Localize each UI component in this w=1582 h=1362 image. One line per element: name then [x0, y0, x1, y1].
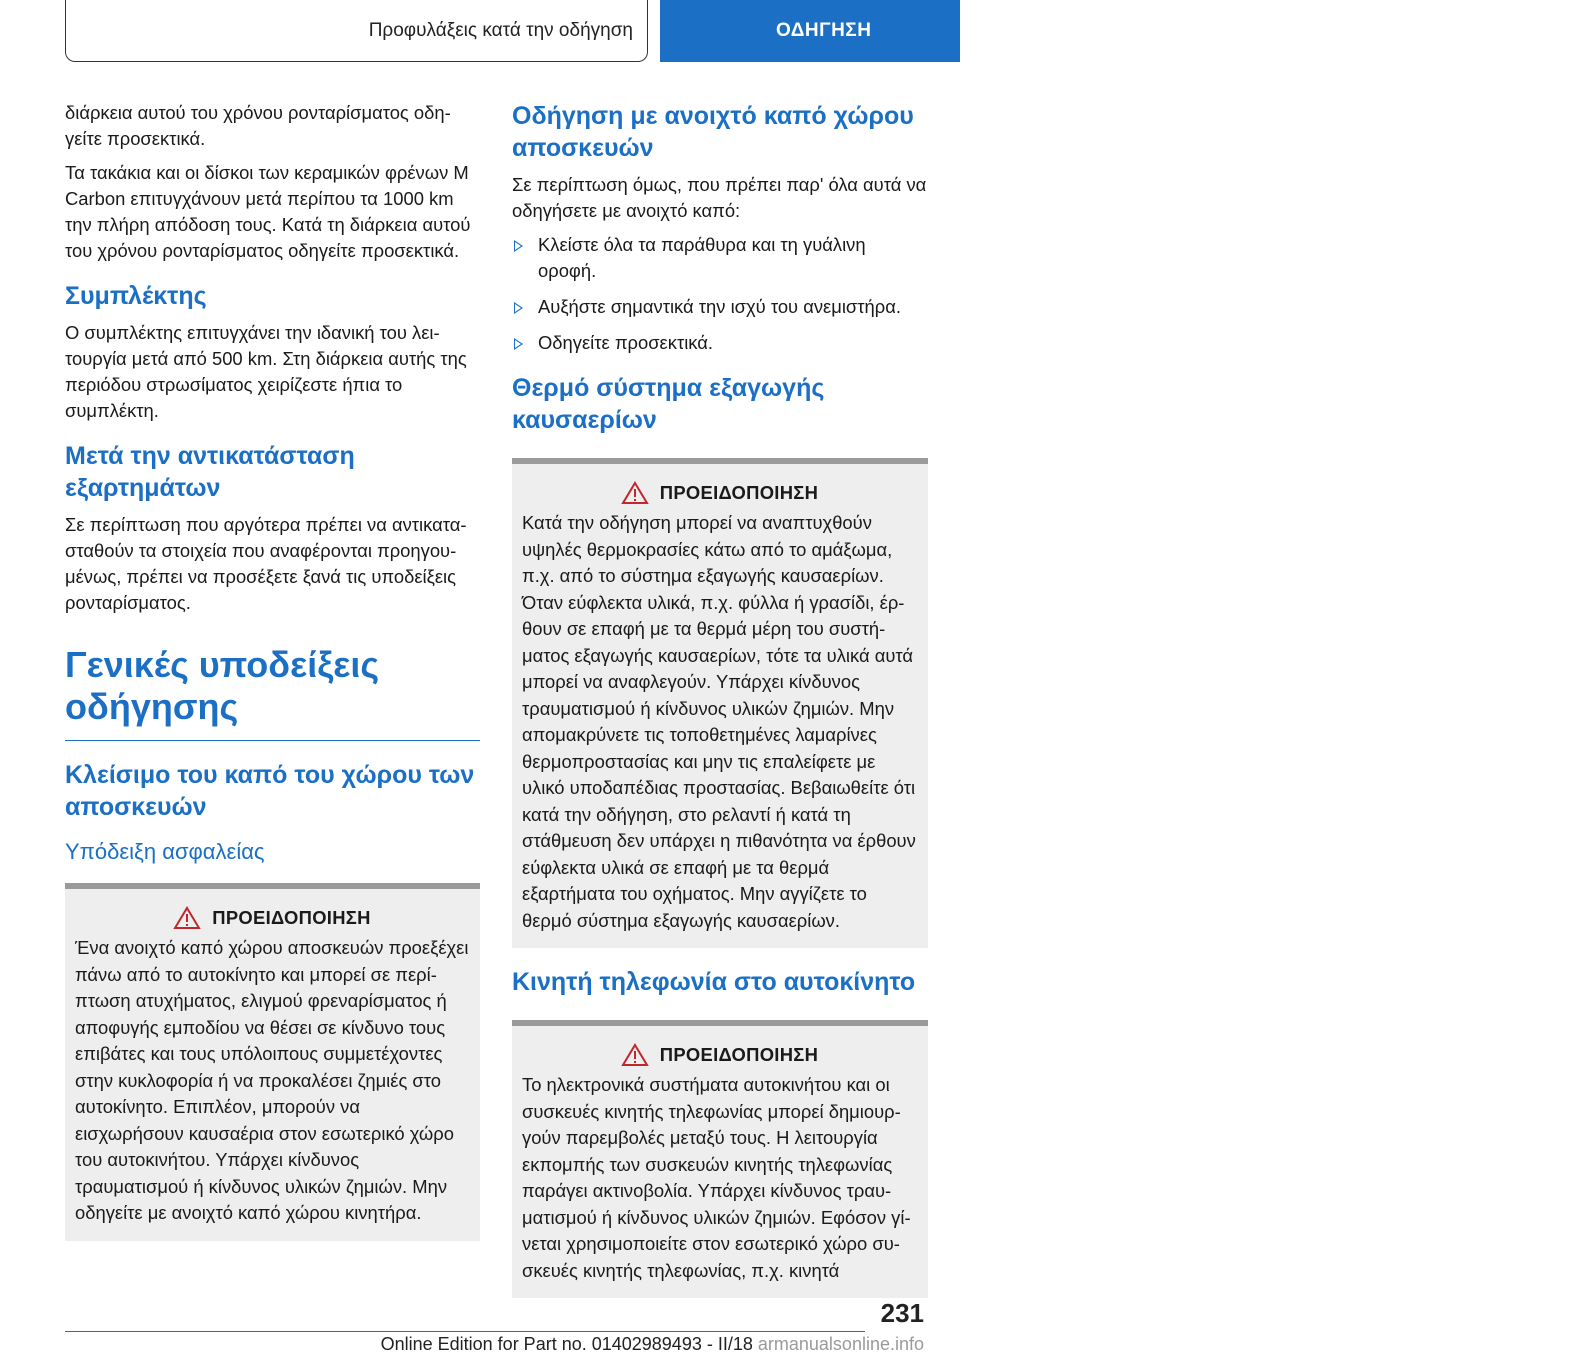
warning-box [512, 1020, 928, 1298]
paragraph: διάρκεια αυτού του χρόνου ρονταρίσματος οδηγείτε προσεκτικά. [65, 102, 451, 149]
info-icon[interactable]: i [1558, 19, 1582, 43]
list-item: Αυξήστε σημαντικά την ισχύ του ανεμιστήρα. [512, 294, 928, 320]
heading-safety-note: Υπόδειξη ασφαλείας [65, 839, 265, 864]
warning-text: Ένα ανοιχτό καπό χώρου αποσκευών προεξέχει πάνω από το αυτοκίνητο και μπορεί σε περίπτωση ατυχήματος, ελιγμού φρεναρίσματος ή αποφυγής εμποδίου να θέσει σε κίνδυνο τους επιβάτες και τους υπόλοιπους συμμετέχοντες στην κυκλοφορία ή να προκαλέσει ζημιές στο αυτοκίνητο. Επιπλέον, μπορούν να εισχωρήσουν καυσαέρια στον εσωτερικό χώρο του αυτοκινήτου. Υπάρχει κίνδυνος τραυματισμού ή κίνδυνος υλικών ζημιών. Μην οδηγείτε με ανοιχτό καπό χώρου κινητήρα. [75, 937, 469, 1223]
heading-exhaust: Θερμό σύστημα εξαγωγής καυσαερίων [512, 374, 825, 434]
warning-header [522, 482, 918, 504]
heading-trunk: Κλείσιμο του καπό του χώρου των αποσκευών [65, 761, 475, 821]
heading-clutch: Συμπλέκτης [65, 282, 207, 310]
right-column [512, 100, 928, 1306]
warning-title: ΠΡΟΕΙΔΟΠΟΙΗΣΗ [659, 1044, 819, 1065]
paragraph: Ο συμπλέκτης επιτυγχάνει την ιδανική του λειτουργία μετά από 500 km. Στη διάρκεια αυτής της περιόδου στρωσίματος χειρίζεστε ήπια το συμπλέκτη. [65, 322, 467, 421]
chapter-badge [660, 0, 1574, 62]
heading-open-trunk: Οδήγηση με ανοιχτό καπό χώρου αποσκευών [512, 102, 914, 162]
warning-header [75, 907, 470, 929]
heading-rule [65, 740, 480, 741]
heading-parts: Μετά την αντικατάσταση εξαρτημάτων [65, 442, 355, 502]
section-title-tab [65, 0, 648, 62]
left-column [65, 100, 480, 1249]
paragraph: Τα τακάκια και οι δίσκοι των κεραμικών φρένων M Carbon επιτυγχάνουν μετά περίπου τα 1000 km την πλήρη απόδοση τους. Κατά τη διάρκεια αυτού του χρόνου ρονταρίσματος οδηγείτε προσεκτικά. [65, 162, 471, 261]
footer-edition [381, 1334, 924, 1355]
paragraph: Σε περίπτωση όμως, που πρέπει παρ' όλα αυτά να οδηγήσετε με ανοιχτό καπό: [512, 174, 927, 221]
step-arrow-icon [514, 302, 523, 314]
watermark: armanualsonline.info [757, 1334, 924, 1354]
step-arrow-icon [514, 240, 523, 252]
paragraph: Σε περίπτωση που αργότερα πρέπει να αντικατασταθούν τα στοιχεία που αναφέρονται προηγουμένως, πρέπει να προσέξετε ξανά τις υποδείξεις ρονταρίσματος. [65, 514, 467, 613]
warning-text: Το ηλεκτρονικά συστήματα αυτοκινήτου και οι συσκευές κινητής τηλεφωνίας μπορεί δημιουργούν παρεμβολές μεταξύ τους. Η λειτουργία εκπομπής των συσκευών κινητής τηλεφωνίας παράγει ακτινοβολία. Υπάρχει κίνδυνος τραυματισμού ή κίνδυνος υλικών ζημιών. Εφόσον γίνεται χρησιμοποιείτε στον εσωτερικό χώρο συσκευές κινητής τηλεφωνίας, π.χ. κινητά [522, 1074, 911, 1281]
warning-triangle-icon [622, 482, 648, 504]
edition-text: Online Edition for Part no. 01402989493 - II/18 [380, 1334, 753, 1354]
warning-triangle-icon [622, 1044, 648, 1066]
warning-title: ΠΡΟΕΙΔΟΠΟΙΗΣΗ [659, 482, 819, 503]
warning-header [522, 1044, 918, 1066]
step-arrow-icon [514, 338, 523, 350]
steps-list [512, 232, 928, 356]
section-title: Προφυλάξεις κατά την οδήγηση [368, 19, 633, 41]
warning-box [512, 458, 928, 948]
heading-general-driving: Γενικές υποδείξεις οδήγησης [65, 644, 380, 727]
heading-phone: Κινητή τηλεφωνία στο αυτοκίνητο [512, 968, 916, 996]
warning-text: Κατά την οδήγηση μπορεί να αναπτυχθούν υψηλές θερμοκρασίες κάτω από το αμάξωμα, π.χ. από το σύστημα εξαγωγής καυσαερίων. Όταν εύφλεκτα υλικά, π.χ. φύλλα ή γρασίδι, έρθουν σε επαφή με τα θερμά μέρη του συστήματος εξαγωγής καυσαερίων, τότε τα υλικά αυτά μπορεί να αναφλεγούν. Υπάρχει κίνδυνος τραυματισμού ή κίνδυνος υλικών ζημιών. Μην απομακρύνετε τις τοποθετημένες λαμαρίνες θερμοπροστασίας και μην τις επαλείφετε με υλικό υποδαπέδιας προστασίας. Βεβαιωθείτε ότι κατά την οδήγηση, στο ρελαντί ή κατά τη στάθμευση δεν υπάρχει η πιθανότητα να έρθουν εύφλεκτα υλικά σε επαφή με τα θερμά εξαρτήματα του οχήματος. Μην αγγίζετε το θερμό σύστημα εξαγωγής καυσαερίων. [522, 512, 916, 931]
list-item: Οδηγείτε προσεκτικά. [512, 330, 928, 356]
page-number: 231 [880, 1298, 924, 1328]
footer-rule [65, 1331, 865, 1332]
list-item: Κλείστε όλα τα παράθυρα και τη γυάλινη οροφή. [512, 232, 928, 284]
warning-triangle-icon [174, 907, 200, 929]
warning-title: ΠΡΟΕΙΔΟΠΟΙΗΣΗ [212, 907, 371, 928]
chapter-title: ΟΔΗΓΗΣΗ [776, 20, 872, 41]
warning-box [65, 883, 480, 1241]
